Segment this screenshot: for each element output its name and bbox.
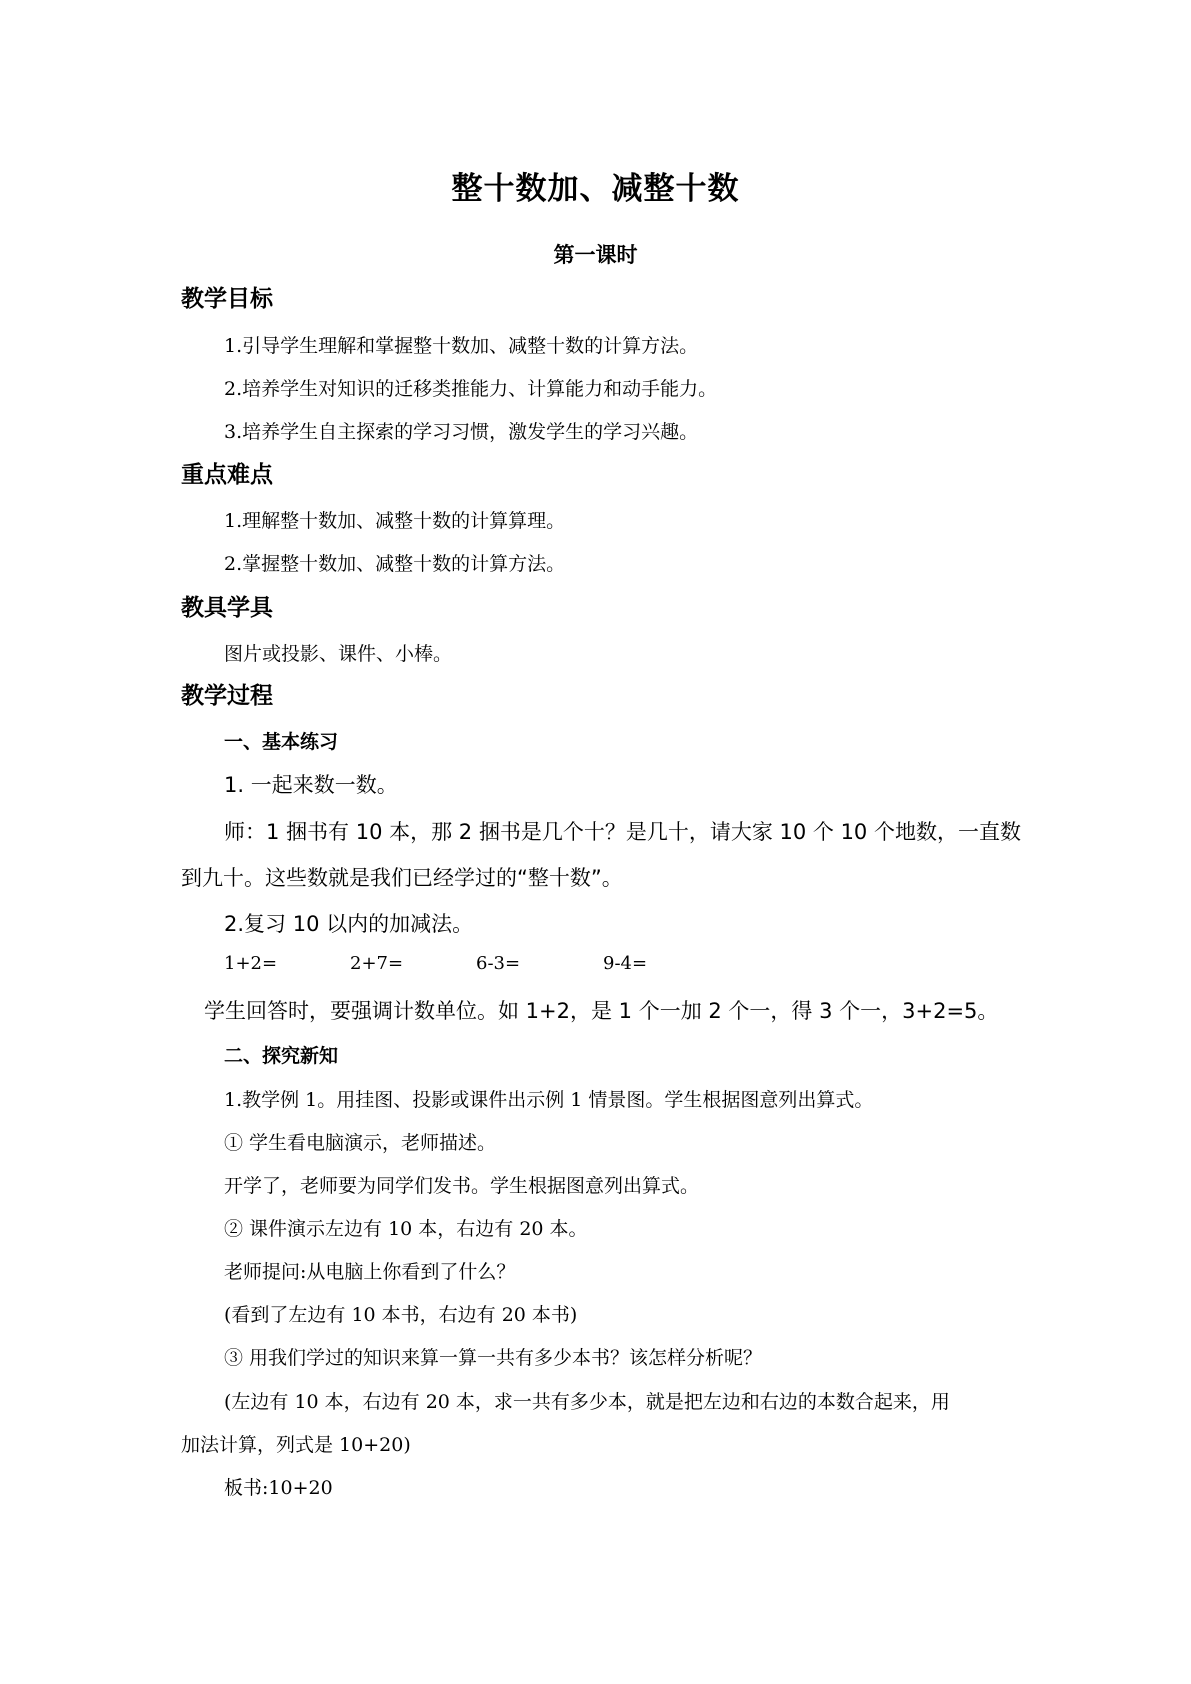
tools-heading: 教具学具 bbox=[181, 595, 273, 621]
goal-item-1: 1.引导学生理解和掌握整十数加、减整十数的计算方法。 bbox=[224, 335, 699, 357]
part2-line-4: ② 课件演示左边有 10 本，右边有 20 本。 bbox=[224, 1218, 588, 1240]
keypoint-item-2: 2.掌握整十数加、减整十数的计算方法。 bbox=[224, 553, 566, 575]
part2-line-5: 老师提问:从电脑上你看到了什么？ bbox=[224, 1261, 516, 1283]
tools-text: 图片或投影、课件、小棒。 bbox=[224, 643, 453, 665]
equation-1: 1+2= bbox=[224, 953, 278, 974]
keypoint-item-1: 1.理解整十数加、减整十数的计算算理。 bbox=[224, 510, 566, 532]
goal-item-3: 3.培养学生自主探索的学习习惯，激发学生的学习兴趣。 bbox=[224, 421, 699, 443]
process-heading: 教学过程 bbox=[181, 683, 273, 709]
part1-item-1: 1. 一起来数一数。 bbox=[224, 773, 398, 797]
part2-line-8: (左边有 10 本，右边有 20 本，求一共有多少本，就是把左边和右边的本数合起来，用 bbox=[224, 1391, 950, 1413]
equation-2: 2+7= bbox=[350, 953, 404, 974]
equation-3: 6-3= bbox=[476, 953, 521, 974]
part2-line-7: ③ 用我们学过的知识来算一算一共有多少本书？该怎样分析呢？ bbox=[224, 1347, 763, 1369]
teacher-line-2: 到九十。这些数就是我们已经学过的“整十数”。 bbox=[181, 866, 623, 890]
equation-4: 9-4= bbox=[603, 953, 648, 974]
teacher-line-1: 师：1 捆书有 10 本，那 2 捆书是几个十？是几十，请大家 10 个 10 个地数，一直数 bbox=[224, 820, 1021, 844]
part2-line-10: 板书:10+20 bbox=[224, 1477, 333, 1499]
page-subtitle: 第一课时 bbox=[553, 242, 638, 267]
part2-line-6: (看到了左边有 10 本书，右边有 20 本书) bbox=[224, 1304, 578, 1326]
page-title: 整十数加、减整十数 bbox=[451, 171, 740, 207]
part2-heading: 二、探究新知 bbox=[224, 1045, 339, 1067]
part1-item-2: 2.复习 10 以内的加减法。 bbox=[224, 912, 474, 936]
part2-line-9: 加法计算，列式是 10+20) bbox=[181, 1434, 411, 1456]
goals-heading: 教学目标 bbox=[181, 286, 273, 312]
part1-heading: 一、基本练习 bbox=[224, 731, 339, 753]
goal-item-2: 2.培养学生对知识的迁移类推能力、计算能力和动手能力。 bbox=[224, 378, 718, 400]
part2-line-1: 1.教学例 1。用挂图、投影或课件出示例 1 情景图。学生根据图意列出算式。 bbox=[224, 1089, 874, 1111]
part2-line-2: ① 学生看电脑演示，老师描述。 bbox=[224, 1132, 497, 1154]
keypoints-heading: 重点难点 bbox=[181, 462, 273, 488]
student-note: 学生回答时，要强调计数单位。如 1+2，是 1 个一加 2 个一，得 3 个一，3+2=5。 bbox=[204, 999, 999, 1023]
part2-line-3: 开学了，老师要为同学们发书。学生根据图意列出算式。 bbox=[224, 1175, 700, 1197]
